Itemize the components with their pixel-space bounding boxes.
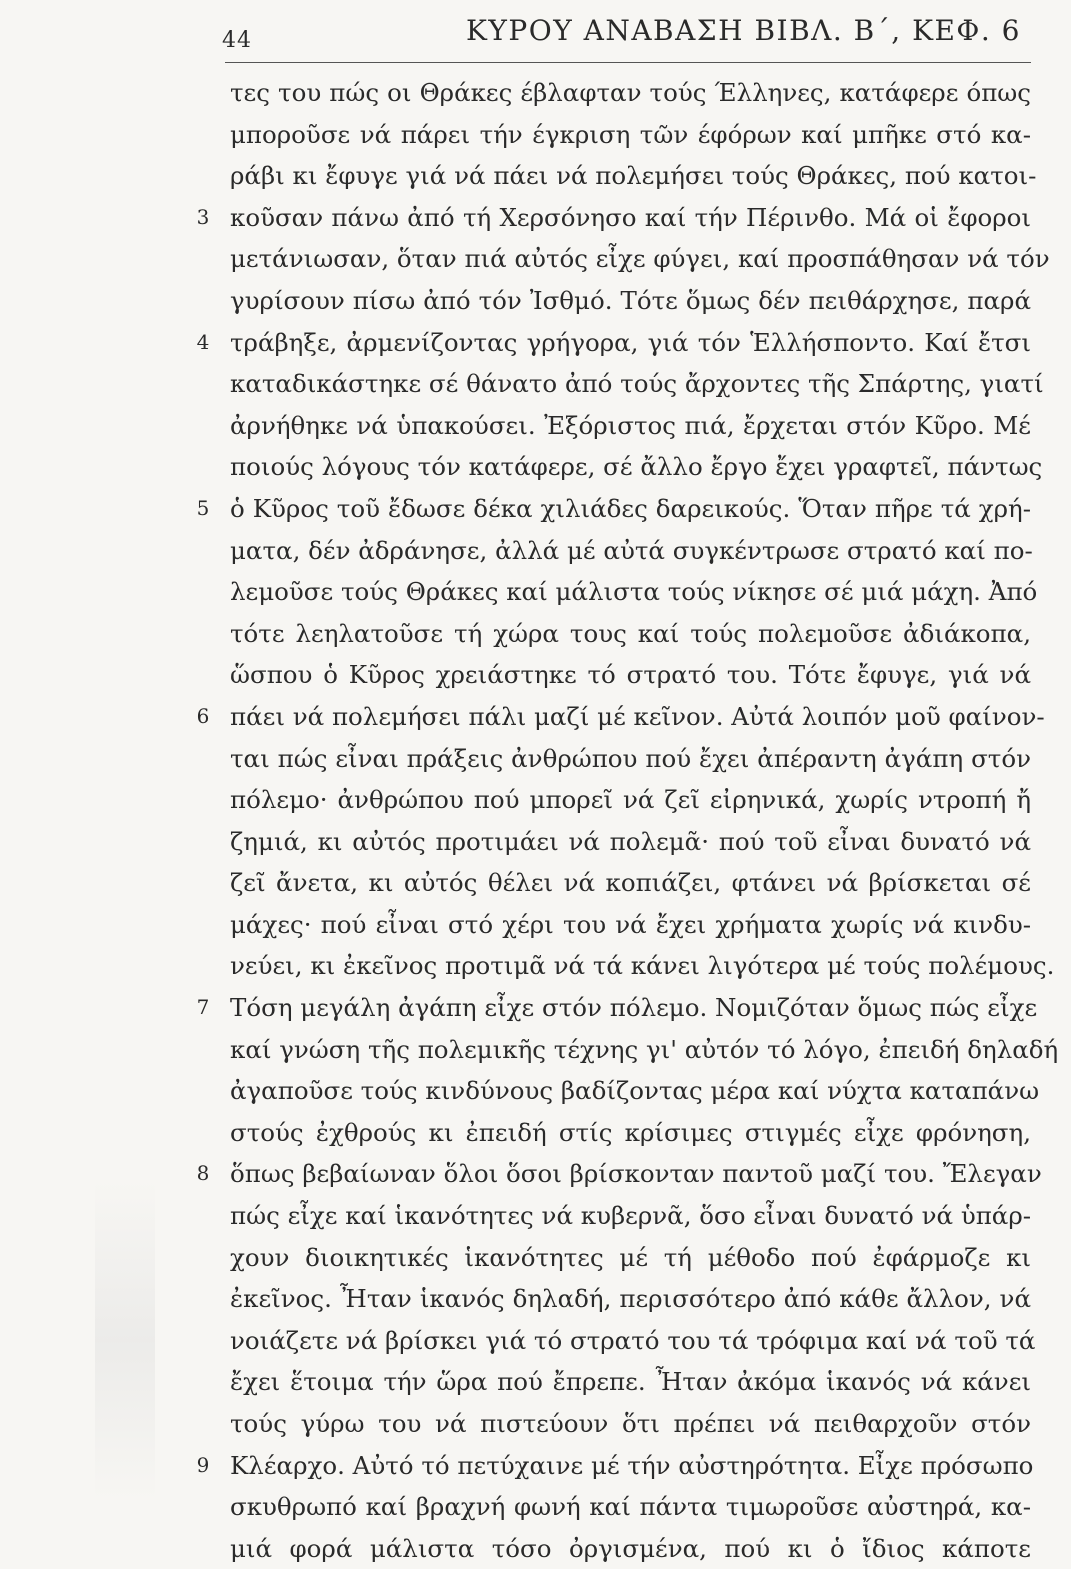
text-line [230, 613, 1031, 655]
section-number: 3 [196, 204, 210, 229]
line-text: ἐκεῖνος. Ἦταν ἱκανός δηλαδή, περισσότερο ἀπό κάθε ἄλλον, νά [230, 1284, 1031, 1314]
section-number: 9 [196, 1452, 210, 1477]
text-line [230, 1361, 1031, 1403]
line-text: μάχες· πού εἶναι στό χέρι του νά ἔχει χρήματα χωρίς νά κινδυ- [230, 909, 1031, 939]
text-line [230, 530, 1031, 572]
text-line [230, 280, 1031, 322]
text-line [230, 1237, 1031, 1279]
text-line [230, 738, 1031, 780]
text-line [230, 1486, 1031, 1528]
text-line [230, 446, 1043, 488]
line-text: μιά φορά μάλιστα τόσο ὀργισμένα, πού κι ὁ ἴδιος κάποτε [230, 1533, 1031, 1563]
body-text [196, 72, 1059, 1569]
line-text: λεμοῦσε τούς Θράκες καί μάλιστα τούς νίκησε σέ μιά μάχη. Ἀπό [230, 577, 1038, 607]
text-line [230, 779, 1031, 821]
line-text: τούς γύρω του νά πιστεύουν ὅτι πρέπει νά πειθαρχοῦν στόν [230, 1409, 1031, 1438]
line-text: ἔχει ἕτοιμα τήν ὥρα πού ἔπρεπε. Ἦταν ἀκόμα ἱκανός νά κάνει [230, 1367, 1031, 1397]
line-text: πάει νά πολεμήσει πάλι μαζί μέ κεῖνον. Αὐτά λοιπόν μοῦ φαίνον- [230, 701, 1045, 731]
line-text: τράβηξε, ἀρμενίζοντας γρήγορα, γιά τόν Ἑλλήσποντο. Καί ἔτσι [230, 327, 1031, 357]
line-text: καταδικάστηκε σέ θάνατο ἀπό τούς ἄρχοντες τῆς Σπάρτης, γιατί [230, 369, 1044, 399]
line-text: καί γνώση τῆς πολεμικῆς τέχνης γι' αὐτόν τό λόγο, ἐπειδή δηλαδή [230, 1034, 1059, 1064]
line-text: στούς ἐχθρούς κι ἐπειδή στίς κρίσιμες στιγμές εἶχε φρόνηση, [230, 1117, 1031, 1147]
text-line [230, 238, 1050, 280]
line-text: ἀρνήθηκε νά ὑπακούσει. Ἐξόριστος πιά, ἔρχεται στόν Κῦρο. Μέ [230, 410, 1031, 440]
text-line [196, 488, 1031, 530]
section-number: 4 [196, 329, 210, 354]
header-rule [225, 62, 1031, 63]
text-line [230, 1029, 1059, 1071]
line-text: ὅπως βεβαίωναν ὅλοι ὅσοι βρίσκονταν παντοῦ μαζί του. Ἔλεγαν [230, 1159, 1042, 1189]
text-line [230, 405, 1031, 447]
text-line [230, 862, 1031, 904]
section-number: 7 [196, 995, 210, 1020]
line-text: ποιούς λόγους τόν κατάφερε, σέ ἄλλο ἔργο ἔχει γραφτεῖ, πάντως [230, 452, 1043, 482]
line-text: τότε λεηλατοῦσε τή χώρα τους καί τούς πολεμοῦσε ἀδιάκοπα, [230, 618, 1031, 648]
line-text: ματα, δέν ἀδράνησε, ἀλλά μέ αὐτά συγκέντρωσε στρατό καί πο- [230, 535, 1033, 565]
line-text: Κλέαρχο. Αὐτό τό πετύχαινε μέ τήν αὐστηρότητα. Εἶχε πρόσωπο [230, 1450, 1034, 1480]
line-text: μποροῦσε νά πάρει τήν έγκριση τῶν έφόρων καί μπῆκε στό κα- [230, 119, 1031, 149]
text-line [230, 571, 1038, 613]
line-text: πώς εἶχε καί ἱκανότητες νά κυβερνᾶ, ὅσο εἶναι δυνατό νά ὑπάρ- [230, 1201, 1032, 1231]
line-text: ζημιά, κι αὐτός προτιμάει νά πολεμᾶ· πού τοῦ εἶναι δυνατό νά [230, 826, 1031, 856]
text-line [230, 904, 1031, 946]
text-line [230, 72, 1031, 114]
line-text: μετάνιωσαν, ὅταν πιά αὐτός εἶχε φύγει, καί προσπάθησαν νά τόν [230, 244, 1050, 274]
text-line [230, 114, 1031, 156]
text-line [230, 1112, 1031, 1154]
text-line [196, 696, 1045, 738]
text-line [230, 1528, 1031, 1569]
text-line [196, 987, 1038, 1029]
text-line [196, 1153, 1042, 1195]
line-text: νεύει, κι ἐκεῖνος προτιμᾶ νά τά κάνει λιγότερα μέ τούς πολέμους. [230, 951, 1055, 981]
line-text: κοῦσαν πάνω ἀπό τή Χερσόνησο καί τήν Πέρινθο. Μά οἱ ἔφοροι [230, 202, 1031, 232]
text-line [230, 155, 1037, 197]
text-line [230, 945, 1055, 987]
section-number: 6 [196, 703, 210, 728]
text-line [230, 1195, 1031, 1237]
section-number: 5 [196, 495, 210, 520]
line-text: τες του πώς οι Θράκες έβλαφταν τούς Έλληνες, κατάφερε όπως [230, 78, 1031, 107]
text-line [196, 322, 1031, 364]
line-text: ὥσπου ὁ Κῦρος χρειάστηκε τό στρατό του. Τότε ἔφυγε, γιά νά [230, 660, 1031, 690]
text-line [230, 1403, 1031, 1445]
text-line [230, 1320, 1036, 1362]
text-line [230, 654, 1031, 696]
text-line [196, 197, 1031, 239]
page-number: 44 [222, 28, 252, 53]
line-text: νοιάζετε νά βρίσκει γιά τό στρατό του τά τρόφιμα καί νά τοῦ τά [230, 1325, 1036, 1355]
line-text: γυρίσουν πίσω ἀπό τόν Ἰσθμό. Τότε ὅμως δέν πειθάρχησε, παρά [230, 285, 1031, 315]
line-text: πόλεμο· ἀνθρώπου πού μπορεῖ νά ζεῖ εἰρηνικά, χωρίς ντροπή ἤ [230, 785, 1031, 815]
line-text: ὁ Κῦρος τοῦ ἔδωσε δέκα χιλιάδες δαρεικούς. Ὅταν πῆρε τά χρή- [230, 493, 1031, 523]
text-line [230, 1070, 1040, 1112]
scan-shadow [95, 1180, 155, 1500]
text-line [230, 821, 1031, 863]
section-number: 8 [196, 1161, 210, 1186]
line-text: Τόση μεγάλη ἀγάπη εἶχε στόν πόλεμο. Νομιζόταν ὅμως πώς εἶχε [230, 993, 1038, 1023]
line-text: ζεῖ ἄνετα, κι αὐτός θέλει νά κοπιάζει, φτάνει νά βρίσκεται σέ [230, 868, 1031, 898]
text-line [230, 1278, 1031, 1320]
line-text: σκυθρωπό καί βραχνή φωνή καί πάντα τιμωροῦσε αὐστηρά, κα- [230, 1492, 1031, 1522]
text-line [196, 1445, 1034, 1487]
text-line [230, 363, 1044, 405]
line-text: ράβι κι ἔφυγε γιά νά πάει νά πολεμήσει τούς Θράκες, πού κατοι- [230, 161, 1037, 191]
running-title: ΚΥΡΟΥ ΑΝΑΒΑΣΗ ΒΙΒΛ. Β΄, ΚΕΦ. 6 [466, 14, 1021, 47]
line-text: χουν διοικητικές ἱκανότητες μέ τή μέθοδο πού ἐφάρμοζε κι [230, 1242, 1031, 1272]
line-text: ται πώς εἶναι πράξεις ἀνθρώπου πού ἔχει ἀπέραντη ἀγάπη στόν [230, 743, 1031, 773]
line-text: ἀγαποῦσε τούς κινδύνους βαδίζοντας μέρα καί νύχτα καταπάνω [230, 1076, 1040, 1106]
